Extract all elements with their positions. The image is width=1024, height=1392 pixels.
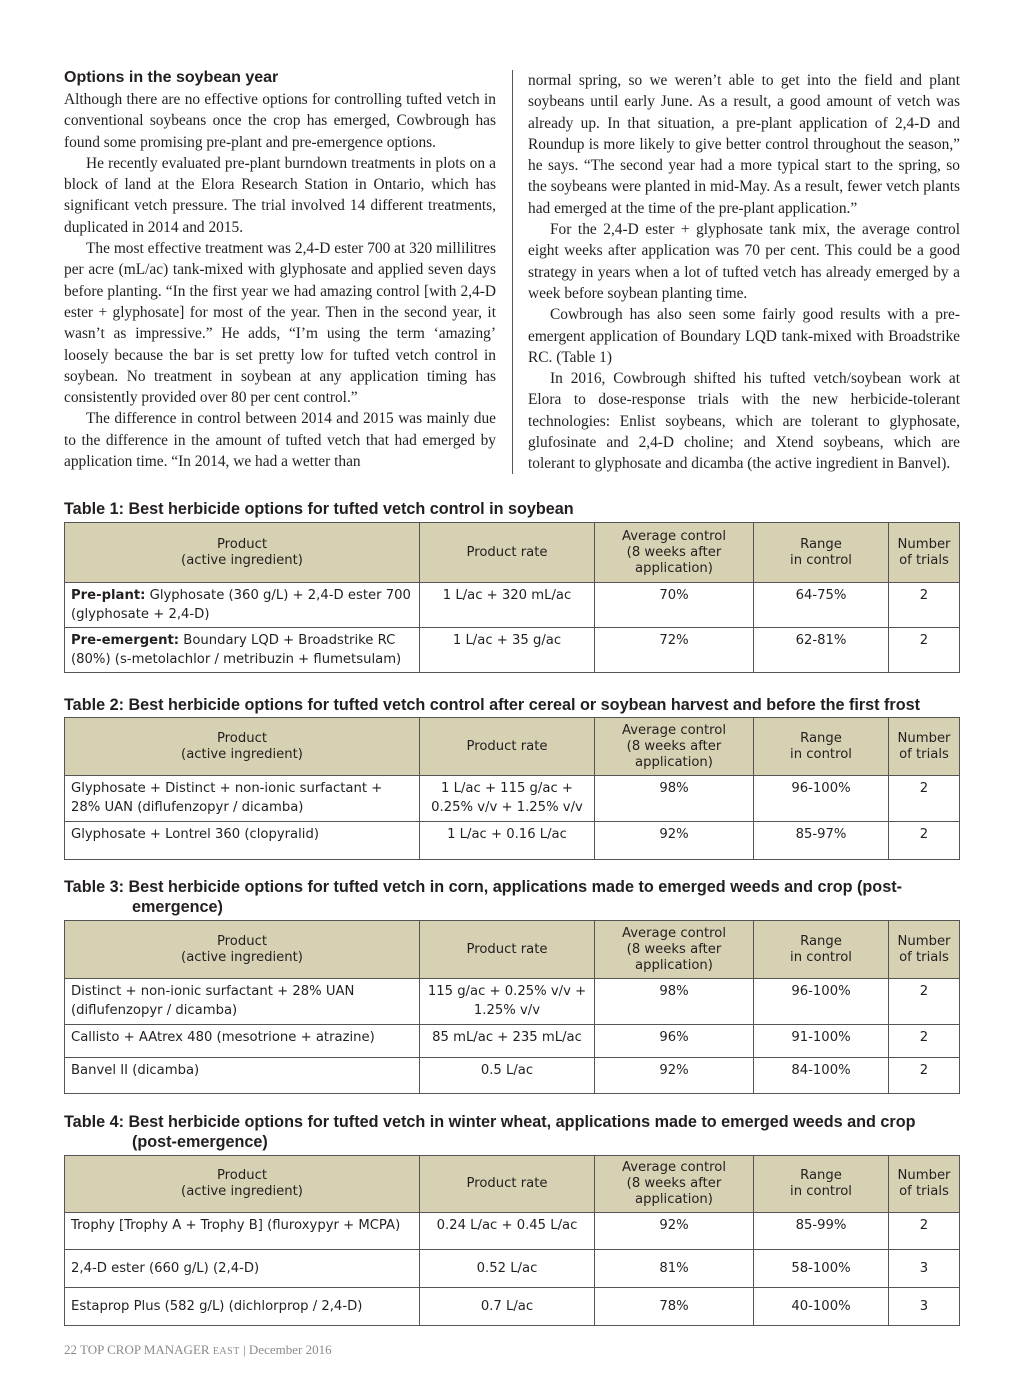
range-cell: 58-100% [754, 1250, 889, 1288]
range-cell: 64-75% [754, 583, 889, 628]
header-trials: Number of trials [889, 718, 960, 776]
table-row [65, 1213, 960, 1250]
header-rate: Product rate [420, 523, 595, 583]
paragraph: For the 2,4-D ester + glyphosate tank mix, the average control eight weeks after application was 70 per cent. This could be a good strategy in years when a lot of tufted vetch has already emerged by a week before soybean planting time. [528, 221, 960, 302]
average-cell: 78% [595, 1288, 754, 1326]
table-3 [64, 920, 960, 1094]
range-cell: 91-100% [754, 1025, 889, 1058]
product-cell: Pre-emergent: Boundary LQD + Broadstrike RC (80%) (s-metolachlor / metribuzin + flumetsulam) [65, 628, 420, 673]
rate-cell: 115 g/ac + 0.25% v/v + 1.25% v/v [420, 979, 595, 1025]
table-row [65, 1058, 960, 1094]
magazine-name: TOP CROP MANAGER [80, 1342, 210, 1357]
paragraph: Cowbrough has also seen some fairly good results with a pre-emergent application of Boundary LQD tank-mixed with Broadstrike RC. (Table 1) [528, 306, 960, 366]
table-header-row [65, 921, 960, 979]
left-column [64, 68, 496, 475]
header-range: Range in control [754, 718, 889, 776]
trials-cell: 2 [889, 583, 960, 628]
trials-cell: 2 [889, 1213, 960, 1250]
average-cell: 96% [595, 1025, 754, 1058]
product-cell: 2,4-D ester (660 g/L) (2,4-D) [65, 1250, 420, 1288]
trials-cell: 2 [889, 822, 960, 860]
issue-date: December 2016 [248, 1342, 332, 1357]
paragraph: normal spring, so we weren’t able to get into the field and plant soybeans until early June. As a result, a good amount of vetch was already up. In that situation, a pre-plant application of 2,4-D and Roundup is more likely to give better control throughout the season,” he says. “The second year had a more typical start to the spring, so the soybeans were planted in mid-May. As a result, fewer vetch plants had emerged at the time of the pre-plant application.” [528, 72, 960, 217]
table-row [65, 583, 960, 628]
table-header-row [65, 718, 960, 776]
trials-cell: 3 [889, 1250, 960, 1288]
rate-cell: 1 L/ac + 35 g/ac [420, 628, 595, 673]
table-4-title: Table 4: Best herbicide options for tufted vetch in winter wheat, applications made to emerged weeds and crop (post-emergence) [64, 1113, 916, 1151]
range-cell: 96-100% [754, 776, 889, 822]
table-3-title: Table 3: Best herbicide options for tufted vetch in corn, applications made to emerged weeds and crop (post-emergence) [64, 878, 902, 916]
page-number: 22 [64, 1342, 77, 1357]
paragraph: He recently evaluated pre-plant burndown treatments in plots on a block of land at the Elora Research Station in Ontario, which has significant vetch pressure. The trial involved 14 different treatments, duplicated in 2014 and 2015. [64, 154, 496, 236]
trials-cell: 2 [889, 1058, 960, 1094]
header-range: Range in control [754, 523, 889, 583]
header-average: Average control (8 weeks after application) [595, 921, 754, 979]
average-cell: 98% [595, 979, 754, 1025]
header-average: Average control (8 weeks after application) [595, 523, 754, 583]
table-header-row [65, 523, 960, 583]
column-divider [512, 70, 513, 474]
magazine-edition: EAST [212, 1346, 240, 1357]
header-average: Average control (8 weeks after application) [595, 1156, 754, 1213]
paragraph: In 2016, Cowbrough shifted his tufted vetch/soybean work at Elora to dose-response trials with the new herbicide-tolerant technologies: Enlist soybeans, which are tolerant to glyphosate, glufosinate and 2,4-D choline; and Xtend soybeans, which are tolerant to glyphosate and dicamba (the active ingredient in Banvel). [528, 370, 960, 473]
header-product: Product (active ingredient) [65, 921, 420, 979]
header-rate: Product rate [420, 718, 595, 776]
table-row [65, 822, 960, 860]
table-1 [64, 522, 960, 673]
table-row [65, 776, 960, 822]
table-4 [64, 1155, 960, 1326]
paragraph: The most effective treatment was 2,4-D ester 700 at 320 millilitres per acre (mL/ac) tank-mixed with glyphosate and applied seven days before planting. “In the first year we had amazing control [with 2,4-D ester + glyphosate] for most of the year. Then in the second year, it wasn’t as impressive.” He adds, “I’m using the term ‘amazing’ loosely because the bar is set pretty low for tufted vetch control in soybean. No treatment in soybean at any application timing has consistently provided over 80 per cent control.” [64, 240, 496, 407]
header-range: Range in control [754, 1156, 889, 1213]
trials-cell: 2 [889, 776, 960, 822]
section-heading: Options in the soybean year [64, 69, 279, 86]
product-cell: Pre-plant: Glyphosate (360 g/L) + 2,4-D ester 700 (glyphosate + 2,4-D) [65, 583, 420, 628]
rate-cell: 1 L/ac + 0.16 L/ac [420, 822, 595, 860]
header-trials: Number of trials [889, 523, 960, 583]
header-product: Product (active ingredient) [65, 718, 420, 776]
product-cell: Estaprop Plus (582 g/L) (dichlorprop / 2,4-D) [65, 1288, 420, 1326]
table-header-row [65, 1156, 960, 1213]
header-rate: Product rate [420, 1156, 595, 1213]
range-cell: 62-81% [754, 628, 889, 673]
trials-cell: 3 [889, 1288, 960, 1326]
range-cell: 84-100% [754, 1058, 889, 1094]
table-2 [64, 717, 960, 860]
range-cell: 85-99% [754, 1213, 889, 1250]
range-cell: 96-100% [754, 979, 889, 1025]
rate-cell: 85 mL/ac + 235 mL/ac [420, 1025, 595, 1058]
trials-cell: 2 [889, 1025, 960, 1058]
average-cell: 92% [595, 1058, 754, 1094]
rate-cell: 0.52 L/ac [420, 1250, 595, 1288]
page-footer [64, 1342, 332, 1358]
header-product: Product (active ingredient) [65, 1156, 420, 1213]
table-row [65, 1288, 960, 1326]
rate-cell: 0.7 L/ac [420, 1288, 595, 1326]
average-cell: 92% [595, 822, 754, 860]
average-cell: 92% [595, 1213, 754, 1250]
header-average: Average control (8 weeks after application) [595, 718, 754, 776]
rate-cell: 1 L/ac + 115 g/ac + 0.25% v/v + 1.25% v/v [420, 776, 595, 822]
table-row [65, 1025, 960, 1058]
header-range: Range in control [754, 921, 889, 979]
product-cell: Trophy [Trophy A + Trophy B] (fluroxypyr + MCPA) [65, 1213, 420, 1250]
product-cell: Glyphosate + Lontrel 360 (clopyralid) [65, 822, 420, 860]
right-column [528, 70, 960, 475]
product-cell: Distinct + non-ionic surfactant + 28% UAN (diflufenzopyr / dicamba) [65, 979, 420, 1025]
average-cell: 70% [595, 583, 754, 628]
table-1-title: Table 1: Best herbicide options for tufted vetch control in soybean [64, 500, 574, 518]
average-cell: 98% [595, 776, 754, 822]
table-row [65, 979, 960, 1025]
product-cell: Callisto + AAtrex 480 (mesotrione + atrazine) [65, 1025, 420, 1058]
trials-cell: 2 [889, 628, 960, 673]
average-cell: 72% [595, 628, 754, 673]
paragraph: Although there are no effective options for controlling tufted vetch in conventional soybeans once the crop has emerged, Cowbrough has found some promising pre-plant and pre-emergence options. [64, 91, 496, 151]
footer-separator: | [243, 1342, 246, 1357]
rate-cell: 0.24 L/ac + 0.45 L/ac [420, 1213, 595, 1250]
range-cell: 85-97% [754, 822, 889, 860]
trials-cell: 2 [889, 979, 960, 1025]
table-row [65, 628, 960, 673]
table-row [65, 1250, 960, 1288]
product-cell: Glyphosate + Distinct + non-ionic surfactant + 28% UAN (diflufenzopyr / dicamba) [65, 776, 420, 822]
rate-cell: 0.5 L/ac [420, 1058, 595, 1094]
product-cell: Banvel II (dicamba) [65, 1058, 420, 1094]
header-trials: Number of trials [889, 921, 960, 979]
paragraph: The difference in control between 2014 and 2015 was mainly due to the difference in the amount of tufted vetch that had emerged by application time. “In 2014, we had a wetter than [64, 410, 496, 471]
rate-cell: 1 L/ac + 320 mL/ac [420, 583, 595, 628]
range-cell: 40-100% [754, 1288, 889, 1326]
header-rate: Product rate [420, 921, 595, 979]
header-product: Product (active ingredient) [65, 523, 420, 583]
header-trials: Number of trials [889, 1156, 960, 1213]
average-cell: 81% [595, 1250, 754, 1288]
table-2-title: Table 2: Best herbicide options for tufted vetch control after cereal or soybean harvest and before the first frost [64, 696, 921, 714]
